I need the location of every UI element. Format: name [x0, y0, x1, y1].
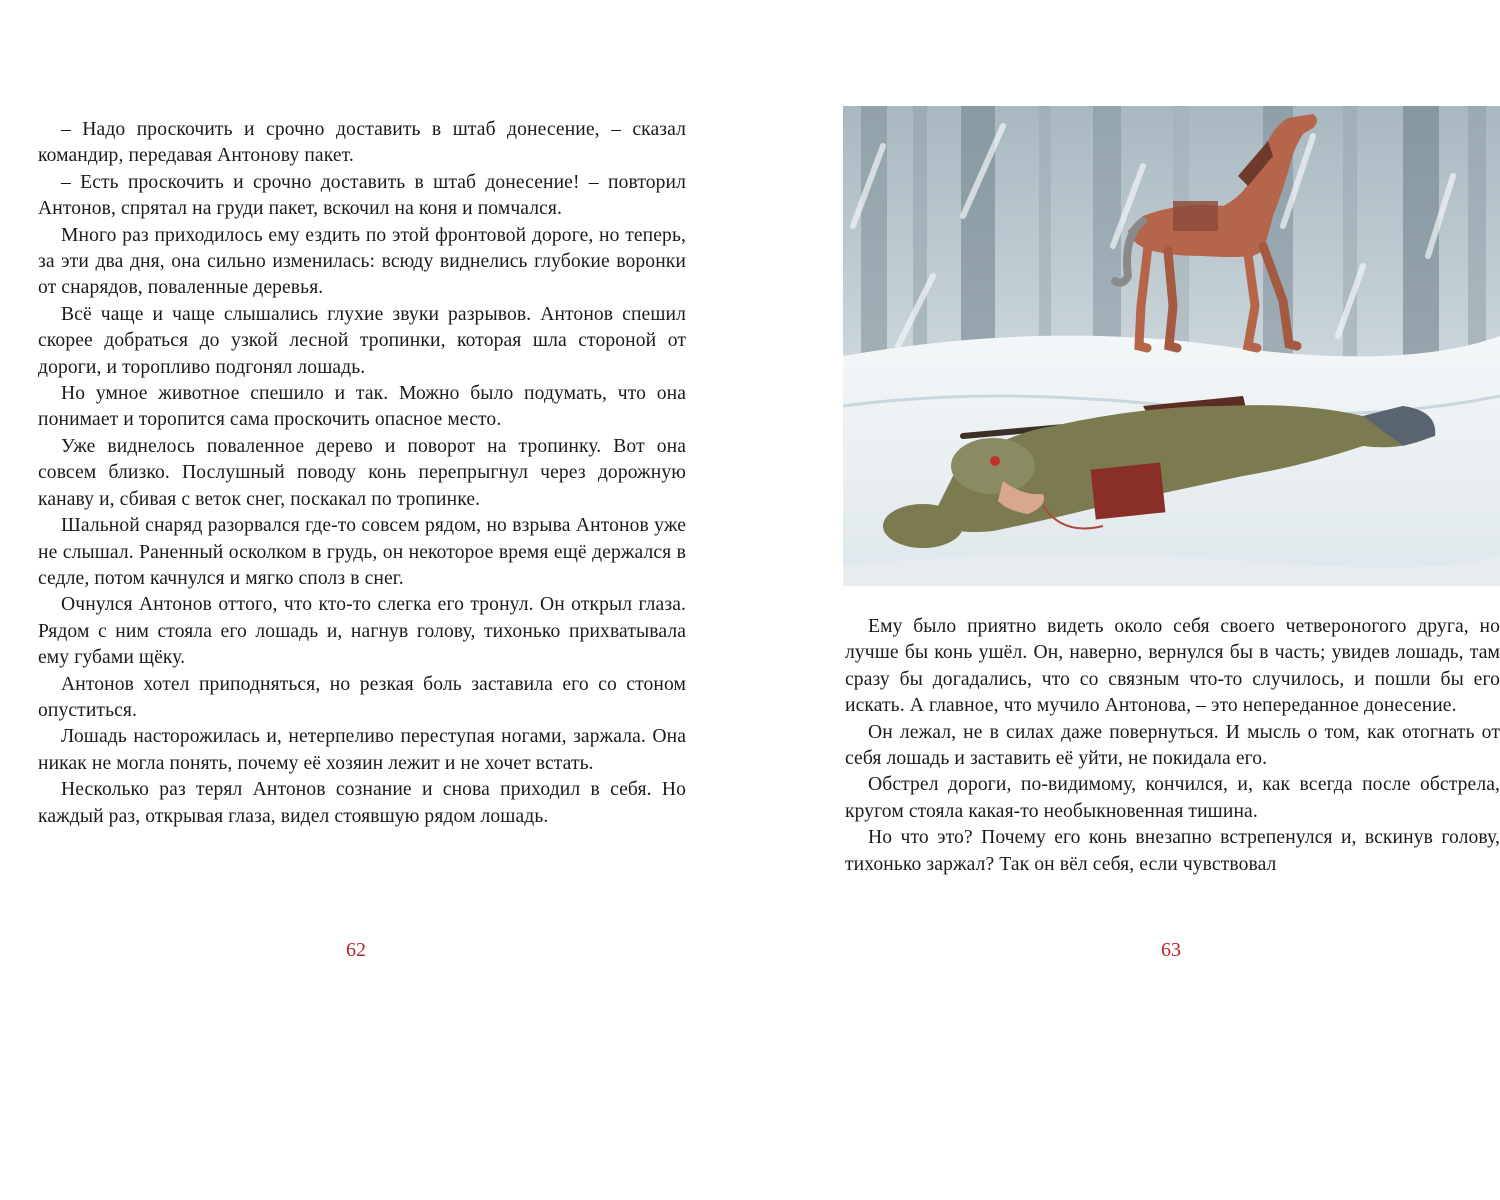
page-number-left: 62 [346, 939, 366, 961]
paragraph: Ему было приятно видеть около себя своего четвероногого друга, но лучше бы конь ушёл. Он, наверно, вернулся бы в часть; увидев лошадь, там сразу бы догадались, что со связным что-то случилось, и пошли бы его искать. А главное, что мучило Антонова, – это непереданное донесение. [845, 616, 1500, 717]
paragraph: Но умное животное спешило и так. Можно было подумать, что она понимает и торопится сама проскочить опасное место. [38, 383, 686, 431]
paragraph: Он лежал, не в силах даже повернуться. И мысль о том, как отогнать от себя лошадь и заставить её уйти, не покидала его. [845, 721, 1500, 770]
paragraph: Лошадь насторожилась и, нетерпеливо переступая ногами, заржала. Она никак не могла понять, почему её хозяин лежит и не хочет встать. [38, 726, 686, 774]
horse-and-soldier-illustration [843, 106, 1500, 586]
paragraph: Много раз приходилось ему ездить по этой фронтовой дороге, но теперь, за эти два дня, она сильно изменилась: всюду виднелись глубокие воронки от снарядов, поваленные деревья. [38, 224, 686, 299]
story-illustration [843, 106, 1500, 586]
right-page-text [845, 614, 1500, 878]
paragraph: Шальной снаряд разорвался где-то совсем рядом, но взрыва Антонов уже не слышал. Раненный осколком в грудь, он некоторое время ещё держался в седле, потом качнулся и мягко сполз в снег. [38, 515, 686, 589]
paragraph: Антонов хотел приподняться, но резкая боль заставила его со стоном опуститься. [38, 673, 686, 721]
paragraph: Всё чаще и чаще слышались глухие звуки разрывов. Антонов спешил скорее добраться до узкой лесной тропинки, которая шла стороной от дороги, и торопливо подгонял лошадь. [38, 303, 686, 378]
paragraph: Очнулся Антонов оттого, что кто-то слегка его тронул. Он открыл глаза. Рядом с ним стояла его лошадь и, нагнув голову, тихонько прихватывала ему губами щёку. [38, 594, 686, 669]
paragraph: – Надо проскочить и срочно доставить в штаб донесение, – сказал командир, передавая Антонову пакет. [38, 119, 686, 167]
paragraph: Уже виднелось поваленное дерево и поворот на тропинку. Вот она совсем близко. Послушный поводу конь перепрыгнул через дорожную канаву и, сбивая с веток снег, поскакал по тропинке. [38, 435, 686, 510]
right-page [750, 0, 1500, 1200]
paragraph: Обстрел дороги, по-видимому, кончился, и, как всегда после обстрела, кругом стояла какая-то необыкновенная тишина. [845, 774, 1500, 822]
page-number-right: 63 [1161, 939, 1181, 961]
paragraph: Несколько раз терял Антонов сознание и снова приходил в себя. Но каждый раз, открывая глаза, видел стоявшую рядом лошадь. [38, 779, 686, 827]
paragraph: Но что это? Почему его конь внезапно встрепенулся и, вскинув голову, тихонько заржал? Так он вёл себя, если чувствовал [845, 827, 1500, 875]
left-page-text [38, 117, 686, 830]
paragraph: – Есть проскочить и срочно доставить в штаб донесение! – повторил Антонов, спрятал на груди пакет, вскочил на коня и помчался. [38, 171, 686, 220]
